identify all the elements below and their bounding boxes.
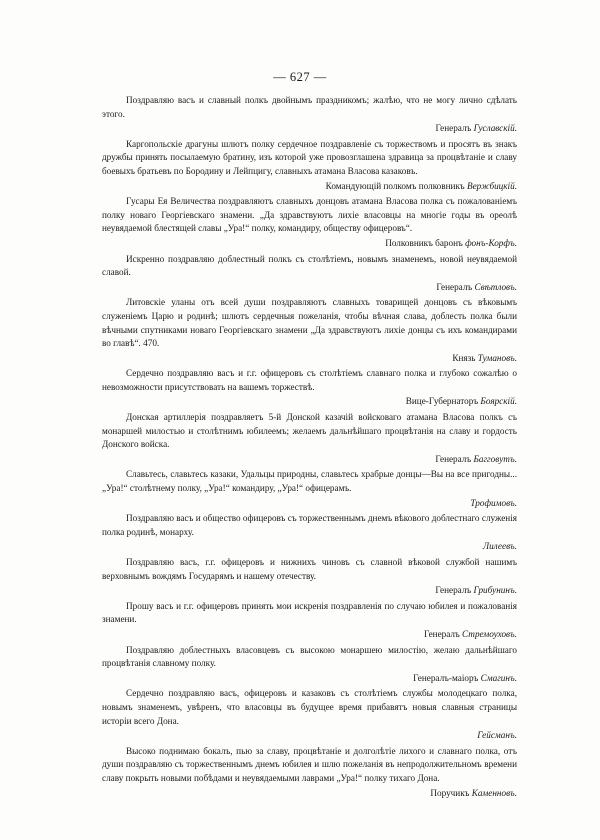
signature-title: Генералъ [435,453,472,464]
message-paragraph: Гусары Ея Величества поздравляютъ славныхъ донцовъ атамана Власова полка съ пожалованіемъ полку новаго Георгіевскаго знамени. „Да здравствуютъ лихіе власовцы на многіе годы въ ореолѣ неувядаемой блестящей славы „Ура!“ полку, командиру, обществу офицеровъ“. [102,196,517,234]
message-paragraph: Поздравляю доблестныхъ власовцевъ съ высокою монаршею милостію, желаю дальнѣйшаго процвѣтанія славному полку. [102,644,517,669]
telegram-block [102,296,517,365]
message-paragraph: Поздравляю васъ, г.г. офицеровъ и нижнихъ чиновъ съ славной вѣковой службой нашимъ верховнымъ вождямъ Государямъ и нашему отечеству. [102,557,517,581]
page-number: — 627 — [273,70,327,84]
signature-name: Гуславскій. [473,123,517,134]
signature-title: Князь [452,352,476,363]
signature [102,540,517,554]
telegram-block [102,411,517,466]
signature [102,672,517,686]
signature-name: Грибунинъ. [473,585,517,596]
signature-name: Боярскій. [480,396,517,407]
signature [102,352,517,366]
message-paragraph: Сердечно поздравляю васъ и г.г. офицеровъ съ столѣтіемъ славнаго полка и глубоко сожалѣю о невозможности присутствовать на вашемъ торжествѣ. [102,368,517,392]
message-paragraph: Искренно поздравляю доблестный полкъ съ столѣтіемъ, новымъ знаменемъ, новой неувядаемой славой. [102,253,517,278]
message-paragraph: Поздравляю васъ и общество офицеровъ съ торжественнымъ днемъ вѣкового доблестнаго служенія полка родинѣ, монарху. [102,513,517,537]
signature-name: Вержбицкій. [466,180,517,191]
signature-name: Тумановъ. [477,352,517,363]
message-paragraph: Высоко поднимаю бокалъ, пью за славу, процвѣтаніе и долголѣтіе лихого и славнаго полка, отъ души поздравляю съ торжественнымъ днемъ юбилея и шлю пожеланія въ непродолжительномъ времени славу покрыть новыми побѣдами и неувядаемыми лаврами „Ура!“ полку тихаго Дона. [102,745,517,783]
signature-title: Полковникъ баронъ [385,237,463,248]
signature-title: Генералъ-маіоръ [413,672,479,683]
telegram-block [102,94,517,136]
signature [102,453,517,467]
signature [102,180,517,194]
message-paragraph: Донская артиллерія поздравляетъ 5-й Донской казачій войсковаго атамана Власова полкъ съ монаршей милостью и столѣтнимъ юбилеемъ; желаемъ дальнѣйшаго процвѣтанія на славу и гордость Донского войска. [102,412,517,450]
signature-name: Стремоуховъ. [462,628,517,639]
telegram-block [102,367,517,409]
signature-name: Каменновъ. [471,787,517,798]
signature-name: Свѣтловъ. [474,281,517,292]
signature-title: Генералъ [435,123,472,134]
telegram-block [102,600,517,642]
signature [102,729,517,743]
telegram-block [102,195,517,250]
message-paragraph: Литовскіе уланы отъ всей души поздравляютъ славныхъ товарищей донцовъ съ вѣковымъ служеніемъ Царю и родинѣ; шлютъ сердечныя пожеланія, чтобы вѣчная слава, доблесть полка были вѣчными спутниками новаго Георгіевскаго знамени „Да здравствуютъ лихіе донцы съ ихъ командирами во главѣ“. 470. [102,297,517,349]
signature-title: Генералъ [423,628,460,639]
signature-title: Вице-Губернаторъ [405,396,479,407]
signature-name: фонъ-Корфъ. [465,237,517,248]
signature [102,787,517,801]
telegram-block [102,644,517,686]
signature [102,122,517,136]
telegram-block [102,468,517,510]
signature [102,281,517,295]
telegram-block [102,253,517,295]
signature-name: Гейсманъ. [477,730,517,741]
telegram-block [102,138,517,193]
signature [102,497,517,511]
signature-name: Лилеевъ. [482,541,517,552]
signature-title: Генералъ [436,281,473,292]
telegram-block [102,687,517,742]
telegram-block [102,745,517,800]
message-paragraph: Славьтесь, славьтесь казаки, Удальцы природны, славьтесь храбрые донцы—Вы на все пригодны... „Ура!“ столѣтнему полку, „Ура!“ командиру, „Ура!“ офицерамъ. [102,469,517,494]
page-body [102,94,517,802]
signature-title: Поручикъ [430,787,470,798]
signature [102,628,517,642]
signature [102,584,517,598]
message-paragraph: Поздравляю васъ и славный полкъ двойнымъ праздникомъ; жалѣю, что не могу лично сдѣлать этого. [102,95,517,119]
signature-name: Смагинъ. [480,672,517,683]
message-paragraph: Прошу васъ и г.г. офицеровъ принять мои искренія поздравленія по случаю юбилея и пожалованія знамени. [102,600,517,625]
telegram-block [102,512,517,554]
signature-title: Генералъ [435,585,472,596]
signature-name: Трофимовъ. [470,497,517,508]
signature [102,237,517,251]
message-paragraph: Каргопольскіе драгуны шлютъ полку сердечное поздравленіе съ торжествомъ и просятъ въ знакъ дружбы принять посылаемую братину, изъ которой уже провозглашена здравица за процвѣтаніе и славу боевыхъ братьевъ по Бородину и Лейпцигу, славныхъ атамана Власова казаковъ. [102,138,517,176]
telegram-block [102,556,517,598]
signature [102,395,517,409]
signature-name: Багговутъ. [473,453,517,464]
message-paragraph: Сердечно поздравляю васъ, офицеровъ и казаковъ съ столѣтіемъ службы молодецкаго полка, новымъ знаменемъ, увѣренъ, что власовцы въ будущее время прибавятъ новыя славныя страницы исторіи всего Дона. [102,688,517,726]
signature-title: Командующій полкомъ полковникъ [325,180,465,191]
